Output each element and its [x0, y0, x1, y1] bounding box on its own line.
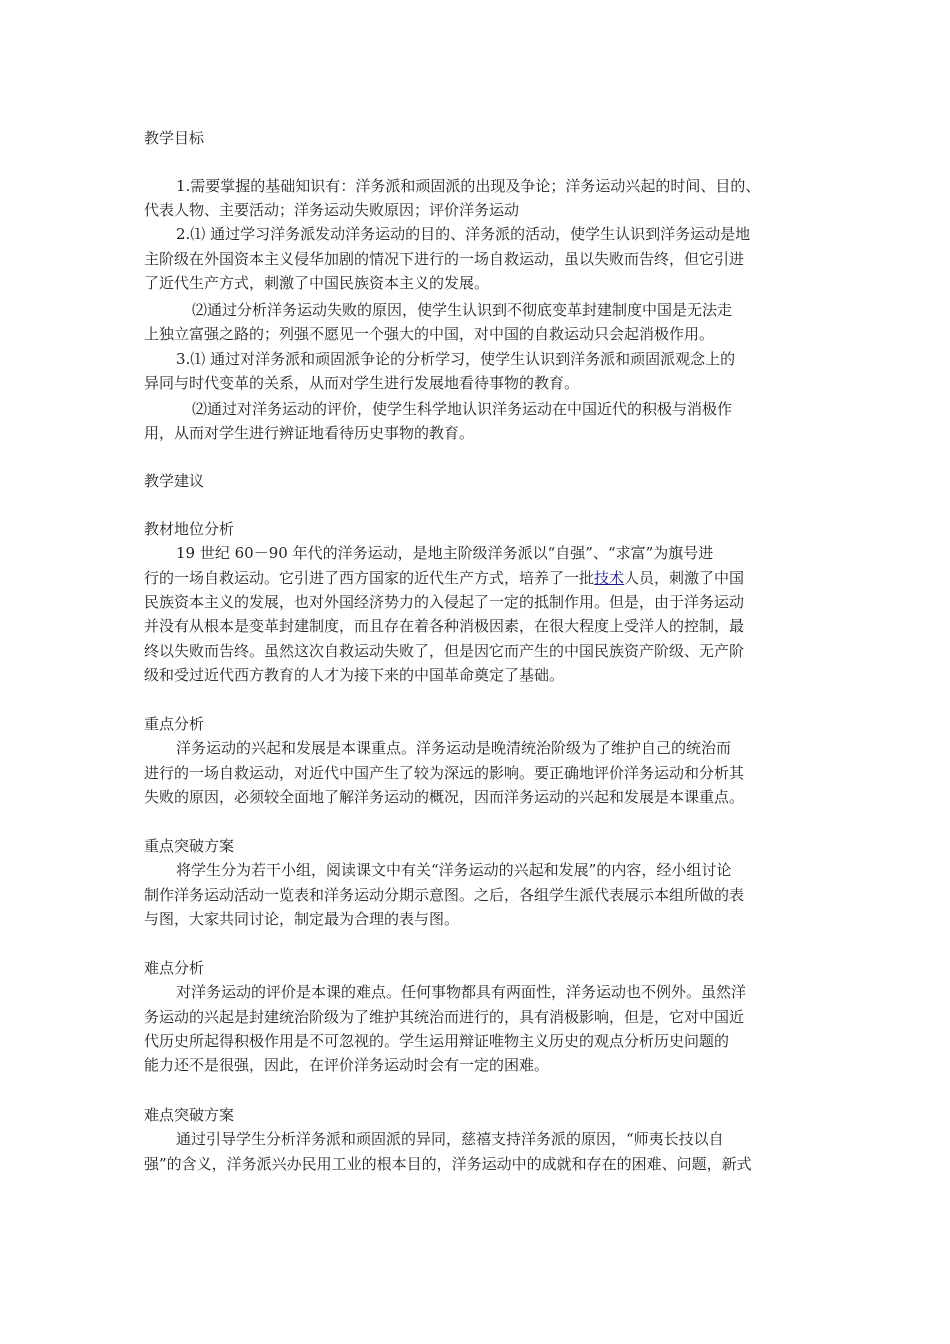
goal-1-line-2: 代表人物、主要活动；洋务运动失败原因；评价洋务运动 [144, 201, 520, 219]
heading-difficulty-analysis: 难点分析 [144, 959, 205, 977]
material-line-1: 19 世纪 60－90 年代的洋务运动，是地主阶级洋务派以“自强”、“求富”为旗号进 [176, 544, 714, 562]
keypoint-line-3: 失败的原因，必须较全面地了解洋务运动的概况，因而洋务运动的兴起和发展是本课重点。 [144, 788, 745, 806]
keyplan-line-1: 将学生分为若干小组，阅读课文中有关“洋务运动的兴起和发展”的内容，经小组讨论 [176, 861, 732, 879]
difficulty-line-2: 务运动的兴起是封建统治阶级为了维护其统治而进行的，具有消极影响，但是，它对中国近 [144, 1008, 745, 1026]
goal-3-line-1: 3.⑴ 通过对洋务派和顽固派争论的分析学习，使学生认识到洋务派和顽固派观念上的 [176, 350, 736, 368]
heading-key-point-analysis: 重点分析 [144, 715, 205, 733]
keyplan-line-3: 与图，大家共同讨论，制定最为合理的表与图。 [144, 910, 460, 928]
material-line-6: 级和受过近代西方教育的人才为接下来的中国革命奠定了基础。 [144, 666, 565, 684]
goal-1-line-1: 1.需要掌握的基础知识有：洋务派和顽固派的出现及争论；洋务运动兴起的时间、目的、 [176, 177, 761, 195]
diffplan-line-2: 强”的含义，洋务派兴办民用工业的根本目的，洋务运动中的成就和存在的困难、问题，新式 [144, 1155, 752, 1173]
heading-material-analysis: 教材地位分析 [144, 520, 235, 538]
material-line-2-start: 行的一场自救运动。它引进了西方国家的近代生产方式，培养了一批 [144, 569, 595, 587]
goal-2-line-1: 2.⑴ 通过学习洋务派发动洋务运动的目的、洋务派的活动，使学生认识到洋务运动是地 [176, 225, 751, 243]
difficulty-line-1: 对洋务运动的评价是本课的难点。任何事物都具有两面性，洋务运动也不例外。虽然洋 [176, 983, 747, 1001]
goal-2b-line-2: 上独立富强之路的；列强不愿见一个强大的中国，对中国的自救运动只会起消极作用。 [144, 325, 715, 343]
goal-2-line-2: 主阶级在外国资本主义侵华加剧的情况下进行的一场自救运动，虽以失败而告终，但它引进 [144, 250, 745, 268]
goal-2-line-3: 了近代生产方式，刺激了中国民族资本主义的发展。 [144, 274, 490, 292]
keyplan-line-2: 制作洋务运动活动一览表和洋务运动分期示意图。之后，各组学生派代表展示本组所做的表 [144, 886, 745, 904]
technology-link[interactable]: 技术 [594, 569, 625, 587]
difficulty-line-3: 代历史所起得积极作用是不可忽视的。学生运用辩证唯物主义历史的观点分析历史问题的 [144, 1032, 730, 1050]
material-line-5: 终以失败而告终。虽然这次自救运动失败了，但是因它而产生的中国民族资产阶级、无产阶 [144, 642, 745, 660]
heading-teaching-suggestion: 教学建议 [144, 472, 205, 490]
keypoint-line-1: 洋务运动的兴起和发展是本课重点。洋务运动是晚清统治阶级为了维护自己的统治而 [176, 739, 732, 757]
heading-difficulty-plan: 难点突破方案 [144, 1106, 235, 1124]
material-line-2-end: 人员，刺激了中国 [624, 569, 745, 587]
material-line-2 [144, 566, 744, 590]
goal-2b-line-1: ⑵通过分析洋务运动失败的原因，使学生认识到不彻底变革封建制度中国是无法走 [192, 301, 733, 319]
material-line-3: 民族资本主义的发展，也对外国经济势力的入侵起了一定的抵制作用。但是，由于洋务运动 [144, 593, 745, 611]
goal-3-line-2: 异同与时代变革的关系，从而对学生进行发展地看待事物的教育。 [144, 374, 580, 392]
difficulty-line-4: 能力还不是很强，因此，在评价洋务运动时会有一定的困难。 [144, 1056, 550, 1074]
heading-key-point-plan: 重点突破方案 [144, 837, 235, 855]
goal-3b-line-1: ⑵通过对洋务运动的评价，使学生科学地认识洋务运动在中国近代的积极与消极作 [192, 400, 733, 418]
heading-teaching-goals: 教学目标 [144, 129, 205, 147]
diffplan-line-1: 通过引导学生分析洋务派和顽固派的异同，慈禧支持洋务派的原因，“师夷长技以自 [176, 1130, 724, 1148]
material-line-4: 并没有从根本是变革封建制度，而且存在着各种消极因素，在很大程度上受洋人的控制，最 [144, 617, 745, 635]
goal-3b-line-2: 用，从而对学生进行辨证地看待历史事物的教育。 [144, 424, 475, 442]
keypoint-line-2: 进行的一场自救运动，对近代中国产生了较为深远的影响。要正确地评价洋务运动和分析其 [144, 764, 745, 782]
